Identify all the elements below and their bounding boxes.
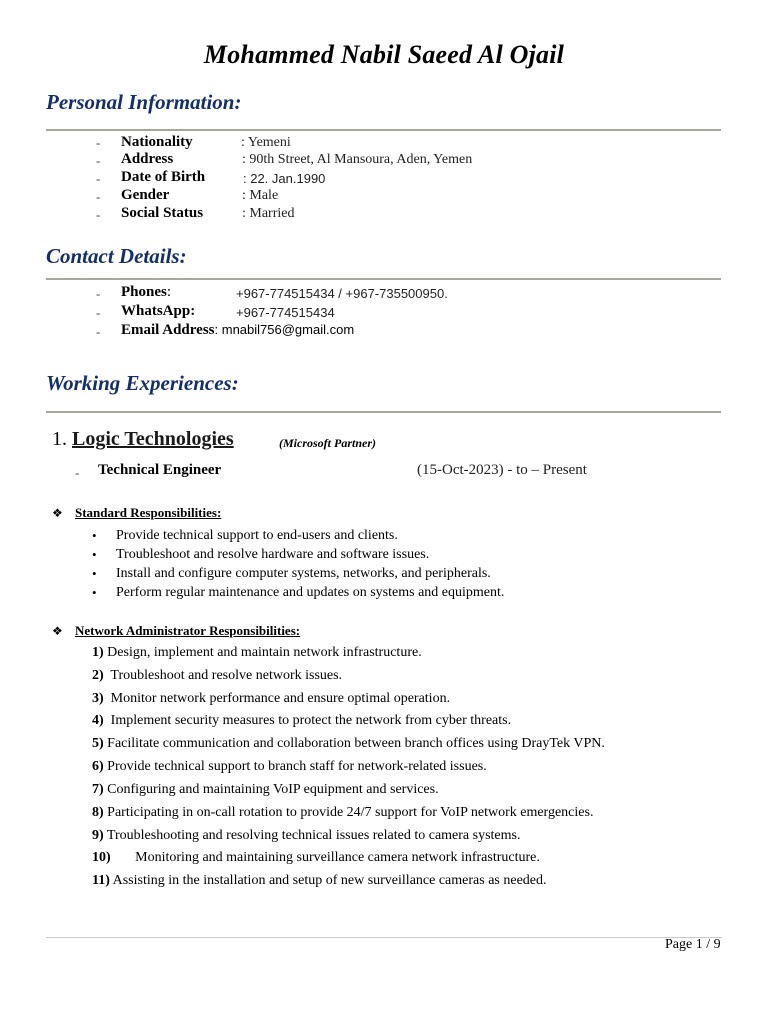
item-text: Assisting in the installation and setup of new surveillance cameras as needed. <box>109 873 547 888</box>
phones-label-text: Phones <box>121 284 167 300</box>
diamond-bullet-icon: ❖ <box>52 506 63 520</box>
page-number: Page 1 / 9 <box>665 937 721 952</box>
resume-name: Mohammed Nabil Saeed Al Ojail <box>203 40 565 69</box>
bullet-icon: • <box>92 528 97 543</box>
date-of-birth-value: : 22. Jan.1990 <box>243 171 326 186</box>
list-item <box>92 645 422 661</box>
item-text: Troubleshoot and resolve network issues. <box>103 668 343 683</box>
item-text: Troubleshooting and resolving technical issues related to camera systems. <box>103 828 521 843</box>
item-number: 3) <box>92 691 104 706</box>
item-number: 1) <box>92 645 104 660</box>
item-number: 4) <box>92 713 104 728</box>
social-status-value: : Married <box>242 206 295 221</box>
nationality-value: : Yemeni <box>241 135 291 150</box>
list-item: Install and configure computer systems, networks, and peripherals. <box>116 566 491 581</box>
item-number: 5) <box>92 736 104 751</box>
item-number: 7) <box>92 782 104 797</box>
phones-label <box>121 284 171 301</box>
address-value: : 90th Street, Al Mansoura, Aden, Yemen <box>242 152 473 167</box>
item-number: 11) <box>92 873 110 888</box>
working-experiences-heading: Working Experiences: <box>46 371 239 395</box>
bullet-icon: • <box>92 585 97 600</box>
email-value <box>215 322 355 337</box>
footer-divider <box>46 937 722 938</box>
standard-responsibilities-heading: Standard Responsibilities: <box>75 505 222 520</box>
list-dash: - <box>96 135 101 150</box>
item-text: Implement security measures to protect the network from cyber threats. <box>103 713 512 728</box>
list-item: Perform regular maintenance and updates on systems and equipment. <box>116 585 505 600</box>
item-text: Facilitate communication and collaboration between branch offices using DrayTek VPN. <box>103 736 605 751</box>
list-item <box>92 736 605 752</box>
list-item: Troubleshoot and resolve hardware and software issues. <box>116 547 430 562</box>
email-label <box>121 322 354 339</box>
gender-label: Gender <box>121 187 170 203</box>
list-item <box>92 828 520 844</box>
job-title: Technical Engineer <box>98 462 222 478</box>
section-divider <box>46 129 721 131</box>
whatsapp-label: WhatsApp: <box>121 303 196 319</box>
job-period: (15-Oct-2023) - to – Present <box>417 462 587 478</box>
list-dash: - <box>96 324 101 339</box>
section-divider <box>46 278 721 280</box>
list-dash: - <box>96 207 101 222</box>
item-text: Provide technical support to branch staff for network-related issues. <box>103 759 487 774</box>
list-dash: - <box>96 286 101 301</box>
diamond-bullet-icon: ❖ <box>52 624 63 638</box>
whatsapp-value: +967-774515434 <box>236 305 335 320</box>
list-dash: - <box>75 465 80 480</box>
item-text: Participating in on-call rotation to provide 24/7 support for VoIP network emergencies. <box>103 805 594 820</box>
item-text: Design, implement and maintain network infrastructure. <box>103 645 422 660</box>
email-label-text: Email Address <box>121 322 215 338</box>
date-of-birth-label: Date of Birth <box>121 169 206 185</box>
item-text: Configuring and maintaining VoIP equipment and services. <box>103 782 439 797</box>
list-dash: - <box>96 153 101 168</box>
list-dash: - <box>96 189 101 204</box>
list-item: Provide technical support to end-users and clients. <box>116 528 398 543</box>
gender-value: : Male <box>242 188 279 203</box>
company-line <box>52 428 234 451</box>
list-item <box>92 850 540 866</box>
bullet-icon: • <box>92 566 97 581</box>
item-number: 9) <box>92 828 104 843</box>
address-label: Address <box>121 151 174 167</box>
company-partner-note: (Microsoft Partner) <box>279 436 376 450</box>
nationality-label: Nationality <box>121 134 193 150</box>
bullet-icon: • <box>92 547 97 562</box>
phones-colon: : <box>166 284 172 300</box>
contact-details-heading: Contact Details: <box>46 244 187 268</box>
social-status-label: Social Status <box>121 205 204 221</box>
list-item <box>92 759 487 775</box>
list-item <box>92 805 593 821</box>
company-name: Logic Technologies <box>72 428 234 450</box>
section-divider <box>46 411 721 413</box>
phones-value: +967-774515434 / +967-735500950. <box>236 286 448 301</box>
item-number: 8) <box>92 805 104 820</box>
list-item <box>92 668 342 684</box>
list-item <box>92 782 439 798</box>
list-dash: - <box>96 305 101 320</box>
list-item <box>92 873 547 889</box>
item-text: Monitor network performance and ensure optimal operation. <box>103 691 451 706</box>
list-dash: - <box>96 171 101 186</box>
item-number: 6) <box>92 759 104 774</box>
company-number: 1. <box>52 428 67 450</box>
personal-information-heading: Personal Information: <box>46 90 242 114</box>
item-number: 10) <box>92 850 111 865</box>
item-number: 2) <box>92 668 104 683</box>
email-address: mnabil756@gmail.com <box>218 322 355 337</box>
item-text: Monitoring and maintaining surveillance camera network infrastructure. <box>110 850 540 865</box>
list-item <box>92 691 450 707</box>
email-colon: : <box>214 322 219 337</box>
list-item <box>92 713 511 729</box>
network-responsibilities-heading: Network Administrator Responsibilities: <box>75 623 301 638</box>
